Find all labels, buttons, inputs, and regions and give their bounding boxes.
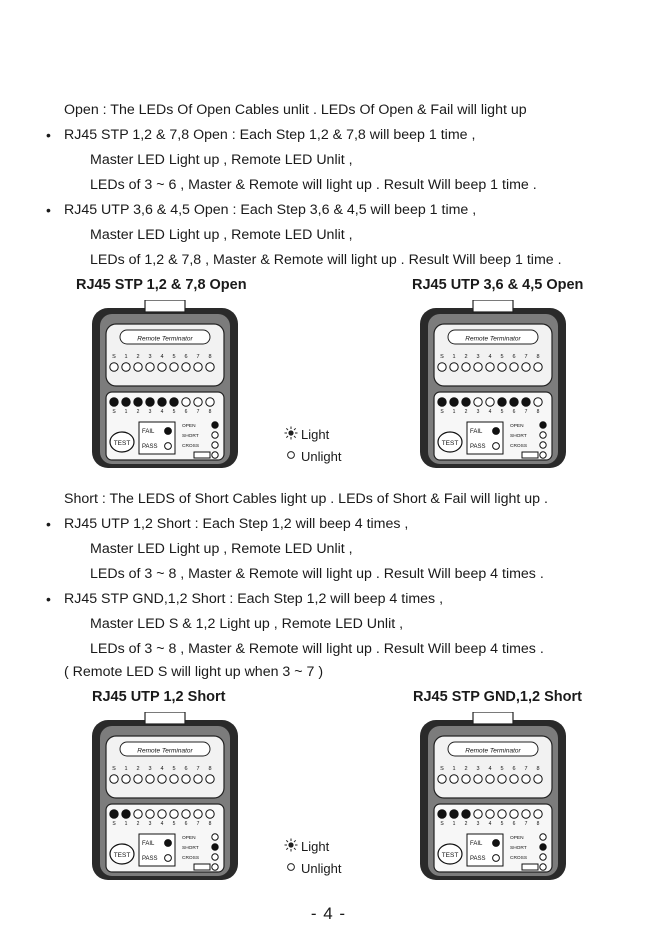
figure-title: RJ45 UTP 3,6 & 4,5 Open	[412, 277, 584, 293]
remote-led-number: 7	[196, 354, 200, 360]
short-item-1-line-1: Master LED Light up , Remote LED Unlit ,	[90, 541, 353, 557]
master-led-number: S	[440, 821, 444, 827]
master-led-number: 3	[148, 821, 152, 827]
master-led	[110, 810, 118, 818]
master-led	[522, 810, 530, 818]
master-led	[182, 810, 190, 818]
remote-led-number: 1	[124, 354, 128, 360]
status-led	[540, 432, 546, 438]
remote-led	[146, 775, 154, 783]
cable-stub	[145, 300, 185, 312]
bullet-dot: •	[46, 127, 51, 143]
status-label: OPEN	[182, 836, 196, 841]
status-led	[212, 432, 218, 438]
master-led	[170, 398, 178, 406]
fail-led	[165, 428, 172, 435]
master-led-number: 8	[536, 821, 540, 827]
remote-led	[534, 363, 542, 371]
remote-led-number: 5	[172, 766, 176, 772]
master-led	[534, 810, 542, 818]
cable-stub	[473, 300, 513, 312]
cable-stub	[145, 712, 185, 724]
remote-led-number: 2	[464, 354, 468, 360]
remote-led	[522, 775, 530, 783]
fail-label: FAIL	[142, 429, 155, 435]
short-note: ( Remote LED S will light up when 3 ~ 7 )	[64, 664, 324, 680]
remote-led-number: 6	[512, 354, 516, 360]
master-led	[498, 398, 506, 406]
master-led-number: 1	[452, 409, 456, 415]
master-led	[462, 398, 470, 406]
remote-led-number: 3	[476, 766, 480, 772]
remote-terminator-label: Remote Terminator	[137, 747, 193, 755]
fail-label: FAIL	[470, 841, 483, 847]
status-label: CROSS	[510, 444, 528, 449]
test-label: TEST	[441, 440, 459, 447]
remote-led-number: 6	[184, 354, 188, 360]
status-label: CROSS	[182, 444, 200, 449]
fail-label: FAIL	[142, 841, 155, 847]
master-led-number: 7	[196, 821, 200, 827]
master-led	[474, 810, 482, 818]
master-led-number: 3	[476, 409, 480, 415]
master-led	[450, 398, 458, 406]
master-led	[194, 398, 202, 406]
status-label: OPEN	[510, 424, 524, 429]
master-led-number: 7	[524, 821, 528, 827]
remote-led	[498, 363, 506, 371]
master-led	[146, 398, 154, 406]
remote-led	[170, 363, 178, 371]
legend-unlight-label: Unlight	[301, 861, 342, 876]
tester-drawing	[418, 300, 568, 470]
remote-led	[486, 775, 494, 783]
remote-led-number: S	[112, 354, 116, 360]
remote-led-number: S	[440, 766, 444, 772]
remote-led-number: 1	[124, 766, 128, 772]
status-label: CROSS	[182, 856, 200, 861]
remote-led	[510, 363, 518, 371]
remote-led	[450, 775, 458, 783]
remote-led	[182, 775, 190, 783]
pass-label: PASS	[142, 856, 158, 862]
tester-figure-open-stp	[90, 300, 240, 470]
circle-icon	[284, 448, 298, 466]
pass-led	[493, 855, 500, 862]
master-led	[438, 810, 446, 818]
remote-terminator-label: Remote Terminator	[465, 335, 521, 343]
remote-led	[122, 775, 130, 783]
status-led	[540, 442, 546, 448]
figure-title: RJ45 STP 1,2 & 7,8 Open	[76, 277, 247, 293]
fail-led	[493, 428, 500, 435]
status-led	[212, 442, 218, 448]
sun-icon	[284, 838, 298, 856]
tester-figure-open-utp	[418, 300, 568, 470]
tester-drawing	[90, 712, 240, 882]
pass-led	[165, 443, 172, 450]
fail-led	[493, 840, 500, 847]
tester-figure-short-utp	[90, 712, 240, 882]
remote-led-number: 6	[184, 766, 188, 772]
circle-icon	[284, 860, 298, 878]
master-led-number: 1	[124, 821, 128, 827]
battery-led	[540, 864, 546, 870]
master-led-number: 8	[208, 409, 212, 415]
remote-led-number: 5	[500, 766, 504, 772]
remote-led	[194, 775, 202, 783]
bullet-dot: •	[46, 591, 51, 607]
bullet-dot: •	[46, 202, 51, 218]
remote-led-number: 8	[208, 766, 212, 772]
remote-led-number: 4	[488, 354, 492, 360]
master-led	[206, 810, 214, 818]
status-led	[540, 854, 546, 860]
battery-icon	[522, 864, 538, 870]
remote-terminator-label: Remote Terminator	[137, 335, 193, 343]
battery-led	[540, 452, 546, 458]
short-item-1-line-2: LEDs of 3 ~ 8 , Master & Remote will light up . Result Will beep 4 times .	[90, 566, 544, 582]
battery-led	[212, 452, 218, 458]
remote-led-number: 8	[208, 354, 212, 360]
remote-led	[498, 775, 506, 783]
master-led	[474, 398, 482, 406]
status-label: OPEN	[182, 424, 196, 429]
master-led-number: 2	[464, 821, 468, 827]
sun-icon	[284, 426, 298, 444]
master-led-number: 5	[172, 409, 176, 415]
remote-led-number: 2	[136, 354, 140, 360]
remote-led	[522, 363, 530, 371]
remote-led-number: 3	[148, 766, 152, 772]
master-led-number: 6	[512, 409, 516, 415]
master-led-number: 4	[160, 409, 164, 415]
battery-icon	[522, 452, 538, 458]
status-led	[212, 854, 218, 860]
master-led	[498, 810, 506, 818]
remote-led	[158, 775, 166, 783]
open-item-2-title: RJ45 UTP 3,6 & 4,5 Open : Each Step 3,6 & 4,5 will beep 1 time ,	[64, 202, 477, 218]
battery-icon	[194, 864, 210, 870]
master-led-number: 7	[524, 409, 528, 415]
master-led	[462, 810, 470, 818]
master-led-number: 2	[136, 821, 140, 827]
remote-led-number: 4	[160, 354, 164, 360]
legend-unlight-label: Unlight	[301, 449, 342, 464]
remote-led	[474, 363, 482, 371]
remote-led	[462, 775, 470, 783]
master-led	[158, 398, 166, 406]
short-heading: Short : The LEDS of Short Cables light up . LEDs of Short & Fail will light up .	[64, 491, 548, 507]
status-label: SHORT	[182, 846, 199, 851]
master-led	[158, 810, 166, 818]
remote-led	[134, 363, 142, 371]
remote-led-number: 1	[452, 766, 456, 772]
legend-light-label: Light	[301, 839, 330, 854]
master-led-number: 2	[464, 409, 468, 415]
remote-led	[438, 363, 446, 371]
remote-led-number: 3	[148, 354, 152, 360]
pass-label: PASS	[470, 856, 486, 862]
master-led-number: 1	[124, 409, 128, 415]
master-led-number: 4	[488, 409, 492, 415]
master-led-number: S	[440, 409, 444, 415]
remote-led-number: 8	[536, 766, 540, 772]
open-item-1-line-2: LEDs of 3 ~ 6 , Master & Remote will light up . Result Will beep 1 time .	[90, 177, 537, 193]
remote-led	[206, 363, 214, 371]
remote-led	[182, 363, 190, 371]
tester-drawing	[90, 300, 240, 470]
battery-icon	[194, 452, 210, 458]
remote-led	[146, 363, 154, 371]
status-label: SHORT	[510, 434, 527, 439]
master-led	[450, 810, 458, 818]
master-led-number: 5	[172, 821, 176, 827]
master-led	[486, 398, 494, 406]
remote-led-number: 2	[464, 766, 468, 772]
remote-led	[474, 775, 482, 783]
remote-led	[438, 775, 446, 783]
master-led	[510, 810, 518, 818]
remote-led-number: 7	[524, 766, 528, 772]
remote-terminator-label: Remote Terminator	[465, 747, 521, 755]
status-led	[212, 834, 218, 840]
remote-led-number: 7	[196, 766, 200, 772]
remote-led-number: 2	[136, 766, 140, 772]
master-led	[486, 810, 494, 818]
master-led-number: S	[112, 409, 116, 415]
status-led	[212, 844, 218, 850]
master-led-number: 6	[184, 409, 188, 415]
pass-led	[493, 443, 500, 450]
cable-stub	[473, 712, 513, 724]
battery-led	[212, 864, 218, 870]
remote-led-number: S	[112, 766, 116, 772]
master-led-number: 4	[160, 821, 164, 827]
short-item-2-line-2: LEDs of 3 ~ 8 , Master & Remote will light up . Result Will beep 4 times .	[90, 641, 544, 657]
master-led-number: 6	[184, 821, 188, 827]
fail-label: FAIL	[470, 429, 483, 435]
master-led-number: 5	[500, 821, 504, 827]
master-led-number: 8	[536, 409, 540, 415]
remote-led-number: 3	[476, 354, 480, 360]
pass-label: PASS	[142, 444, 158, 450]
master-led	[438, 398, 446, 406]
master-led	[110, 398, 118, 406]
status-label: CROSS	[510, 856, 528, 861]
master-led-number: 6	[512, 821, 516, 827]
master-led-number: S	[112, 821, 116, 827]
master-led	[122, 810, 130, 818]
fail-led	[165, 840, 172, 847]
status-label: OPEN	[510, 836, 524, 841]
remote-led	[134, 775, 142, 783]
remote-led	[462, 363, 470, 371]
remote-led	[110, 363, 118, 371]
remote-led-number: 1	[452, 354, 456, 360]
legend-light-label: Light	[301, 427, 330, 442]
status-label: SHORT	[182, 434, 199, 439]
master-led	[170, 810, 178, 818]
remote-led	[170, 775, 178, 783]
remote-led	[510, 775, 518, 783]
short-item-1-title: RJ45 UTP 1,2 Short : Each Step 1,2 will beep 4 times ,	[64, 516, 409, 532]
master-led	[122, 398, 130, 406]
master-led-number: 7	[196, 409, 200, 415]
remote-led	[122, 363, 130, 371]
tester-figure-short-stp	[418, 712, 568, 882]
remote-led	[534, 775, 542, 783]
remote-led	[194, 363, 202, 371]
master-led-number: 3	[476, 821, 480, 827]
remote-led-number: 5	[500, 354, 504, 360]
status-led	[540, 834, 546, 840]
remote-led-number: S	[440, 354, 444, 360]
master-led	[146, 810, 154, 818]
status-led	[540, 844, 546, 850]
master-led-number: 2	[136, 409, 140, 415]
master-led	[134, 398, 142, 406]
tester-drawing	[418, 712, 568, 882]
page-number: - 4 -	[310, 904, 347, 923]
bullet-dot: •	[46, 516, 51, 532]
test-label: TEST	[441, 852, 459, 859]
remote-led	[206, 775, 214, 783]
legend-open	[284, 424, 341, 468]
remote-led-number: 5	[172, 354, 176, 360]
remote-led	[110, 775, 118, 783]
status-label: SHORT	[510, 846, 527, 851]
master-led	[134, 810, 142, 818]
legend-short	[284, 836, 341, 880]
status-led	[540, 422, 546, 428]
open-heading: Open : The LEDs Of Open Cables unlit . LEDs Of Open & Fail will light up	[64, 102, 527, 118]
figure-title: RJ45 UTP 1,2 Short	[92, 689, 226, 705]
remote-led-number: 8	[536, 354, 540, 360]
remote-led-number: 6	[512, 766, 516, 772]
open-item-2-line-1: Master LED Light up , Remote LED Unlit ,	[90, 227, 353, 243]
open-item-1-line-1: Master LED Light up , Remote LED Unlit ,	[90, 152, 353, 168]
master-led-number: 8	[208, 821, 212, 827]
remote-led	[486, 363, 494, 371]
figure-title: RJ45 STP GND,1,2 Short	[413, 689, 582, 705]
master-led-number: 1	[452, 821, 456, 827]
test-label: TEST	[113, 440, 131, 447]
short-item-2-title: RJ45 STP GND,1,2 Short : Each Step 1,2 will beep 4 times ,	[64, 591, 444, 607]
master-led	[510, 398, 518, 406]
remote-led	[158, 363, 166, 371]
open-item-1-title: RJ45 STP 1,2 & 7,8 Open : Each Step 1,2 & 7,8 will beep 1 time ,	[64, 127, 476, 143]
pass-led	[165, 855, 172, 862]
master-led	[534, 398, 542, 406]
remote-led-number: 7	[524, 354, 528, 360]
remote-led-number: 4	[160, 766, 164, 772]
master-led-number: 4	[488, 821, 492, 827]
status-led	[212, 422, 218, 428]
master-led	[194, 810, 202, 818]
open-item-2-line-2: LEDs of 1,2 & 7,8 , Master & Remote will light up . Result Will beep 1 time .	[90, 252, 562, 268]
master-led	[182, 398, 190, 406]
short-item-2-line-1: Master LED S & 1,2 Light up , Remote LED Unlit ,	[90, 616, 404, 632]
remote-led	[450, 363, 458, 371]
master-led-number: 5	[500, 409, 504, 415]
master-led	[206, 398, 214, 406]
master-led	[522, 398, 530, 406]
test-label: TEST	[113, 852, 131, 859]
remote-led-number: 4	[488, 766, 492, 772]
master-led-number: 3	[148, 409, 152, 415]
pass-label: PASS	[470, 444, 486, 450]
